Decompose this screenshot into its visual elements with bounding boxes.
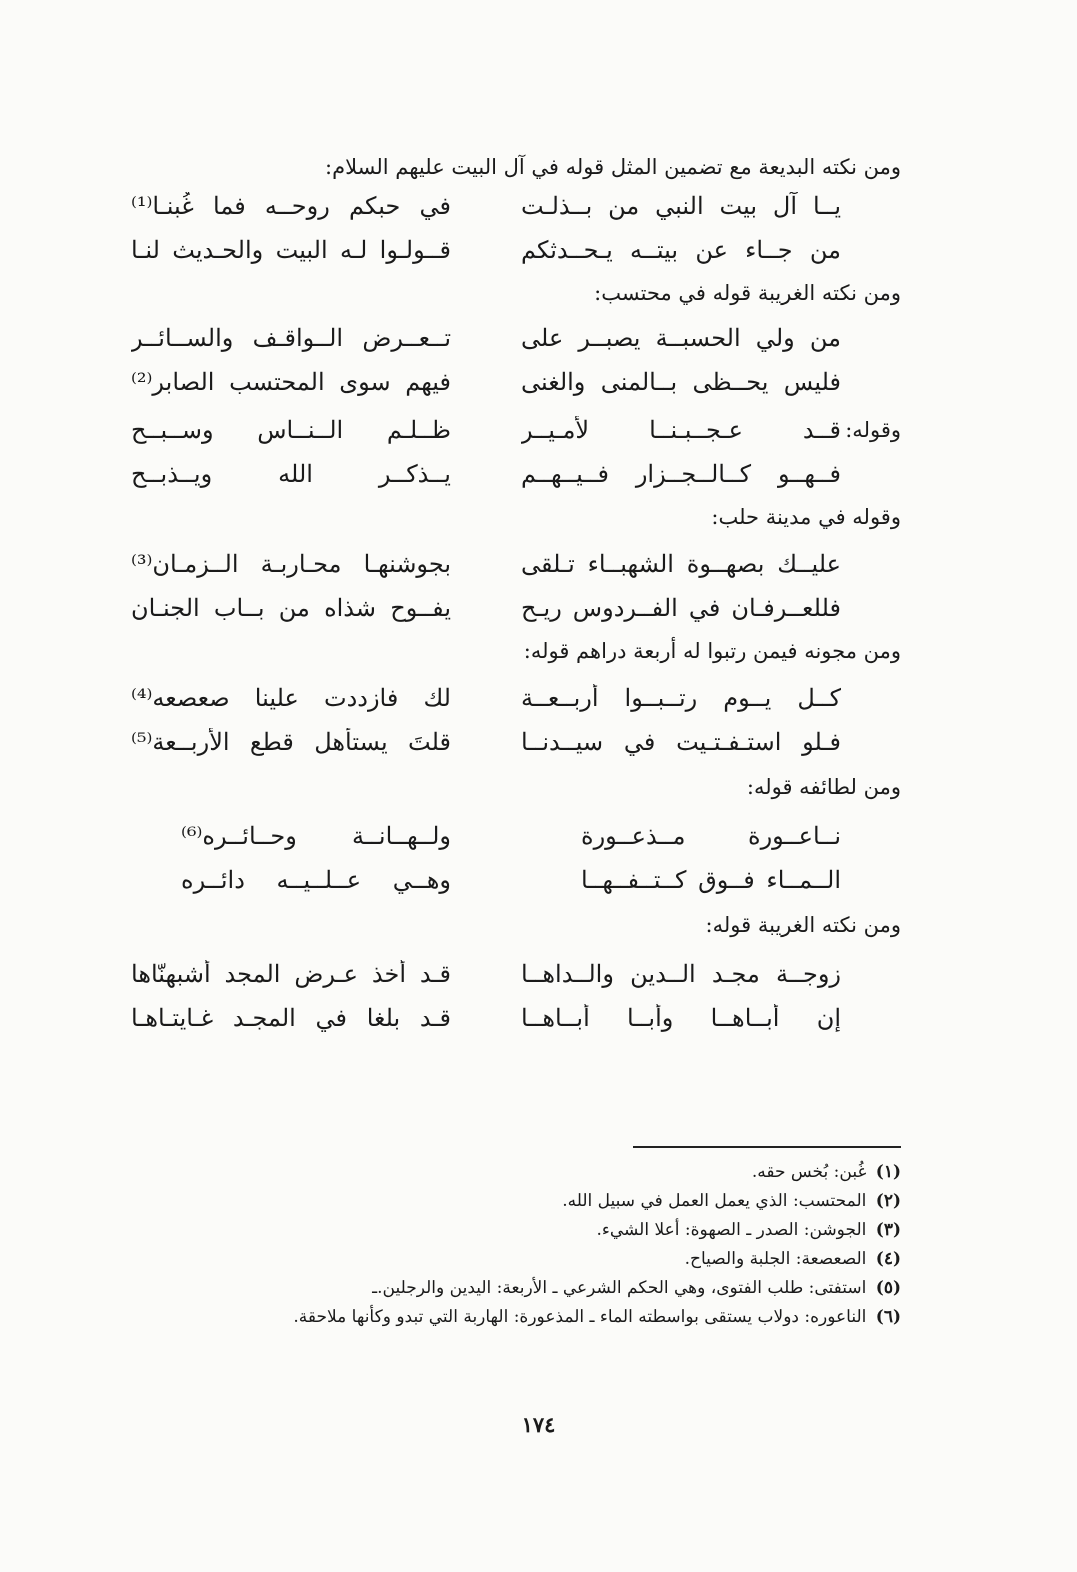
verse-line	[128, 228, 901, 272]
footnote-text: الناعوره: دولاب يستقى بواسطته الماء ـ المذعورة: الهاربة التي تبدو وكأنها ملاحقة.	[293, 1307, 867, 1327]
second-hemistich: في حبكم روحــه فما غُبنـا⁽¹⁾	[131, 192, 451, 220]
footnote	[128, 1158, 901, 1187]
footnote	[128, 1303, 901, 1332]
first-hemistich: الــمــاء فــوق كــتــفــهــا	[581, 866, 841, 894]
footnote	[128, 1216, 901, 1245]
second-hemistich: قــولـوا لـه البيت والحـديث لنـا	[131, 236, 451, 264]
footnote-number: (٢)	[875, 1191, 901, 1211]
section-intro: ومن نكته البديعة مع تضمين المثل قوله في آل البيت عليهم السلام:	[325, 155, 901, 179]
footnote	[128, 1245, 901, 1274]
second-hemistich: ولــهــانــة وحــائــره⁽⁶⁾	[181, 822, 451, 850]
first-hemistich: إن أبــاهــا وأبــا أبــاهــا	[521, 1004, 841, 1032]
verse-line	[128, 184, 901, 228]
section-intro: وقوله في مدينة حلب:	[711, 505, 901, 529]
second-hemistich: تــعــرض الــواقـف والســائــر	[131, 324, 451, 352]
footnote-number: (١)	[875, 1162, 901, 1182]
footnote-number: (٤)	[875, 1249, 901, 1269]
section-intro: ومن نكته الغريبة قوله:	[705, 913, 901, 937]
second-hemistich: قـد أخذ عـرض المجد أشبهنّاها	[131, 960, 451, 988]
first-hemistich: فللعــرفـان في الفــردوس ريـح	[521, 594, 841, 622]
second-hemistich: بجوشنهـا محـاربـة الــزمـان⁽³⁾	[131, 550, 451, 578]
first-hemistich: قــد عـجــبـنــا لأمـيــر	[521, 416, 841, 444]
section-intro: ومن نكته الغريبة قوله في محتسب:	[594, 281, 901, 305]
first-hemistich: كــل يــوم رتــبــوا أربــعــة	[521, 684, 841, 712]
poem-section	[128, 150, 901, 272]
page-number: ١٧٤	[521, 1412, 556, 1437]
verse-line	[128, 542, 901, 586]
first-hemistich: يــا آل بيت النبي من بــذلـت	[521, 192, 841, 220]
section-intro: ومن مجونه فيمن رتبوا له أربعة دراهم قوله:	[523, 639, 901, 663]
second-hemistich: يفــوح شذاه من بــاب الجنـان	[131, 594, 451, 622]
verse-line	[128, 996, 901, 1040]
verse-lead: وقوله:	[845, 418, 901, 442]
first-hemistich: عليــك بصهــوة الشهبــاء تـلقى	[521, 550, 841, 578]
footnote	[128, 1274, 901, 1303]
poem-section	[128, 276, 901, 404]
footnote-divider	[633, 1146, 901, 1148]
second-hemistich: قـد بلغا في المجـد غـايتـاهـا	[131, 1004, 451, 1032]
second-hemistich: ظــلـم الــنــاس وســبــح	[131, 416, 451, 444]
footnote-text: المحتسب: الذي يعمل العمل في سبيل الله.	[562, 1191, 867, 1211]
verse-line	[128, 814, 901, 858]
footnote-text: استفتى: طلب الفتوى، وهي الحكم الشرعي ـ الأربعة: اليدين والرجلين.ـ	[372, 1278, 867, 1298]
second-hemistich: يــذكــر الله ويــذبــح	[131, 460, 451, 488]
second-hemistich: وهــي عــلــيــه دائــره	[181, 866, 451, 894]
footnotes	[128, 1158, 901, 1332]
footnote-number: (٣)	[875, 1220, 901, 1240]
verse-line	[128, 858, 901, 902]
poem-section	[128, 408, 901, 496]
verse-line	[128, 676, 901, 720]
verse-line	[128, 452, 901, 496]
first-hemistich: نــاعــورة مــذعــورة	[581, 822, 841, 850]
first-hemistich: زوجــة مجـد الــدين والــداهــا	[521, 960, 841, 988]
second-hemistich: قلتَ يستأهل قطع الأربــعة⁽⁵⁾	[131, 728, 451, 756]
footnote	[128, 1187, 901, 1216]
poem-section	[128, 908, 901, 1040]
verse-line	[128, 952, 901, 996]
first-hemistich: من جــاء عن بيتــه يـحــدثكم	[521, 236, 841, 264]
second-hemistich: لك فازددت علينا صعصعه⁽⁴⁾	[131, 684, 451, 712]
first-hemistich: من ولي الحسبــة يصبــر على	[521, 324, 841, 352]
verse-line	[128, 360, 901, 404]
verse-line	[128, 408, 901, 452]
footnote-text: الصعصعة: الجلبة والصياح.	[684, 1249, 867, 1269]
first-hemistich: فـلو استـفـتـيت في سيــدنــا	[521, 728, 841, 756]
footnote-text: غُبن: بُخس حقه.	[751, 1162, 867, 1182]
poem-section	[128, 500, 901, 630]
poem-section	[128, 770, 901, 902]
first-hemistich: فــهــو كــالــجــزار فــيــهــم	[521, 460, 841, 488]
verse-line	[128, 720, 901, 764]
verse-line	[128, 316, 901, 360]
footnote-number: (٥)	[875, 1278, 901, 1298]
poem-section	[128, 634, 901, 764]
footnote-number: (٦)	[875, 1307, 901, 1327]
second-hemistich: فيهم سوى المحتسب الصابر⁽²⁾	[131, 368, 451, 396]
first-hemistich: فليس يحــظى بــالمنى والغنى	[521, 368, 841, 396]
verse-line	[128, 586, 901, 630]
footnote-text: الجوشن: الصدر ـ الصهوة: أعلا الشيء.	[596, 1220, 867, 1240]
section-intro: ومن لطائفه قوله:	[746, 775, 901, 799]
